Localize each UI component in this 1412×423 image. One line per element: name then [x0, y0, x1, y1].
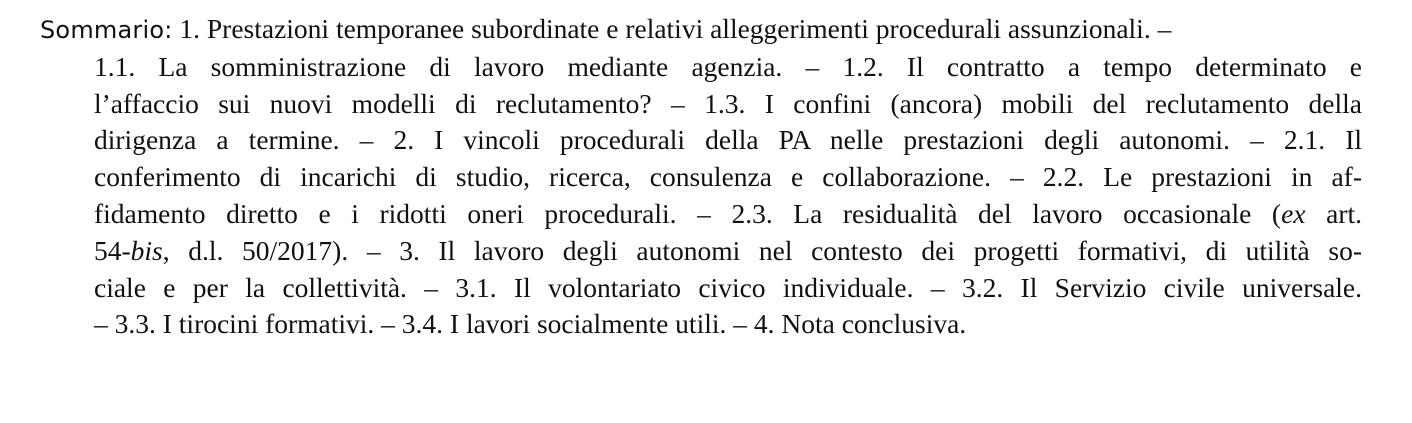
- summary-text: fidamento diretto e i ridotti oneri procedurali. – 2.3. La residualità del lavoro occasionale (: [94, 197, 1282, 229]
- summary-line-7: [40, 233, 1362, 270]
- summary-line-4: dirigenza a termine. – 2. I vincoli procedurali della PA nelle prestazioni degli autonomi. – 2.1. Il: [94, 124, 1362, 156]
- summary-line-8: ciale e per la collettività. – 3.1. Il volontariato civico individuale. – 3.2. Il Servizio civile universale.: [94, 271, 1362, 303]
- summary-text: 1. Prestazioni temporanee subordinate e relativi alleggerimenti procedurali assunzionali. –: [172, 13, 1172, 44]
- table-of-contents-summary: [40, 11, 1362, 343]
- summary-text: 54-: [94, 234, 131, 266]
- summary-line-9: – 3.3. I tirocini formativi. – 3.4. I lavori socialmente utili. – 4. Nota conclusiva.: [94, 308, 967, 340]
- summary-line-1: [40, 11, 1362, 49]
- summary-text: art.: [1305, 197, 1362, 229]
- summary-line-5: conferimento di incarichi di studio, ricerca, consulenza e collaborazione. – 2.2. Le prestazioni in af-: [94, 161, 1362, 193]
- summary-line-6: [40, 196, 1362, 233]
- summary-line-2: 1.1. La somministrazione di lavoro mediante agenzia. – 1.2. Il contratto a tempo determinato e: [94, 50, 1362, 82]
- italic-text: bis: [130, 234, 163, 266]
- summary-text: , d.l. 50/2017). – 3. Il lavoro degli autonomi nel contesto dei progetti formativi, di utilità so-: [162, 234, 1362, 266]
- italic-text: ex: [1281, 197, 1306, 229]
- summary-line-3: l’affaccio sui nuovi modelli di reclutamento? – 1.3. I confini (ancora) mobili del reclutamento della: [94, 87, 1362, 119]
- summary-label: Sommario:: [40, 16, 173, 44]
